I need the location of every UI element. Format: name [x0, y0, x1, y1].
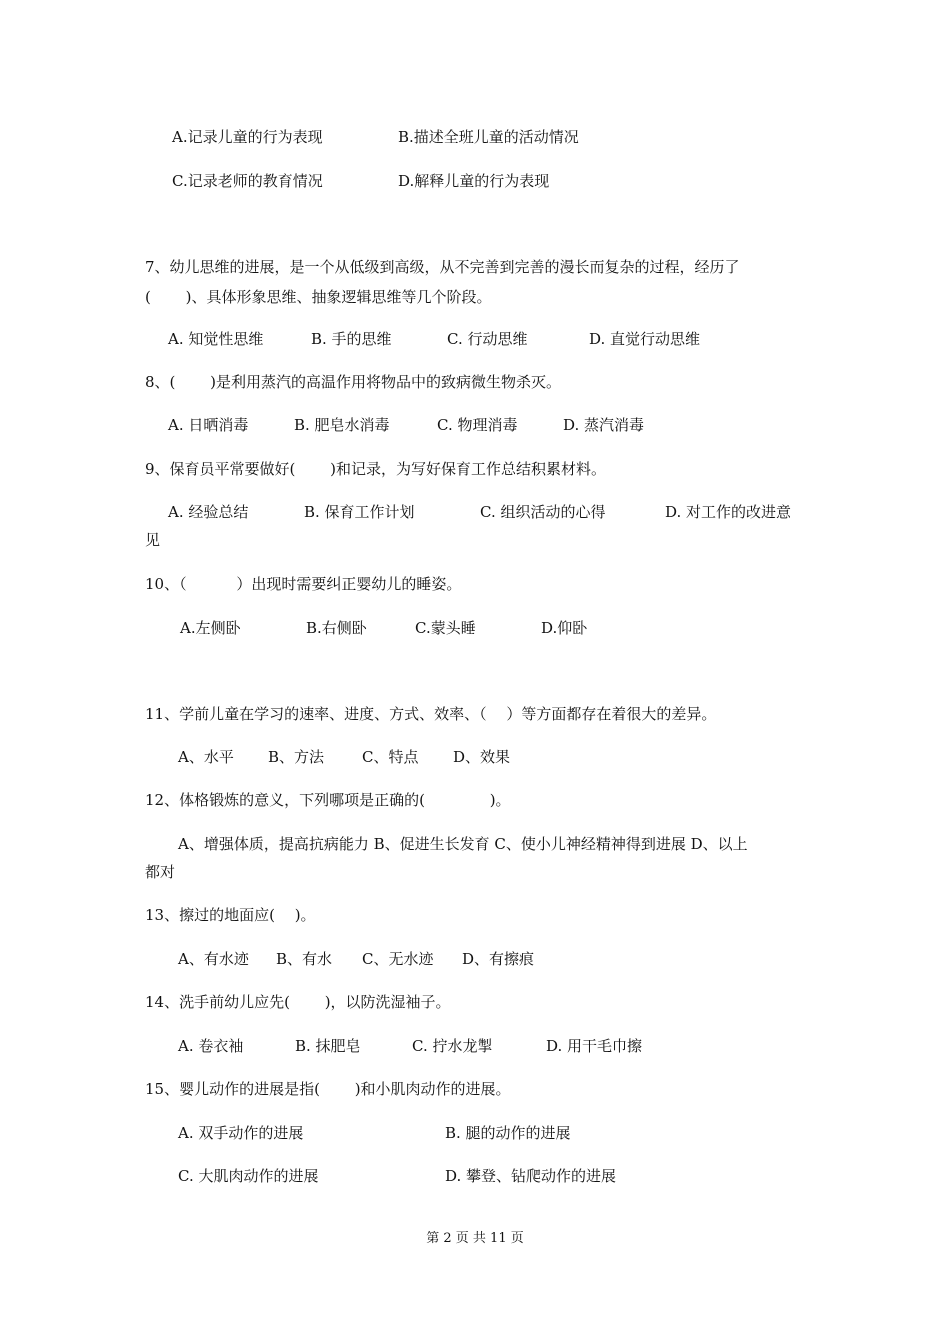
q14-option-d: D. 用干毛巾擦	[546, 1037, 643, 1055]
q10-option-d: D.仰卧	[541, 619, 588, 637]
q14-option-a: A. 卷衣袖	[178, 1037, 244, 1055]
q7-stem-line1: 7、幼儿思维的进展，是一个从低级到高级，从不完善到完善的漫长而复杂的过程，经历了	[145, 258, 740, 276]
q11-option-a: A、水平	[178, 748, 234, 766]
q10-option-b: B.右侧卧	[306, 619, 367, 637]
q12-options-line2: 都对	[145, 863, 176, 881]
q10-option-c: C.蒙头睡	[415, 619, 476, 637]
q9-option-d: D. 对工作的改进意	[665, 503, 792, 521]
page-number-footer: 第 2 页 共 11 页	[426, 1231, 524, 1246]
q11-option-d: D、效果	[453, 748, 511, 766]
q13-option-b: B、有水	[276, 950, 333, 968]
q13-option-c: C、无水迹	[362, 950, 434, 968]
q7-option-c: C. 行动思维	[447, 330, 528, 348]
q8-option-c: C. 物理消毒	[437, 416, 518, 434]
q9-option-c: C. 组织活动的心得	[480, 503, 606, 521]
q8-option-d: D. 蒸汽消毒	[563, 416, 645, 434]
q15-stem: 15、婴儿动作的进展是指( )和小肌肉动作的进展。	[145, 1080, 511, 1098]
q10-stem: 10、（ ）出现时需要纠正婴幼儿的睡姿。	[145, 575, 462, 593]
q11-option-c: C、特点	[362, 748, 419, 766]
q8-option-a: A. 日晒消毒	[168, 416, 249, 434]
q12-options-line1: A、增强体质，提高抗病能力 B、促进生长发育 C、使小儿神经精神得到进展 D、以上	[178, 835, 748, 853]
q6-option-b: B.描述全班儿童的活动情况	[398, 128, 579, 146]
q6-option-a: A.记录儿童的行为表现	[172, 128, 323, 146]
q11-option-b: B、方法	[268, 748, 325, 766]
q7-option-a: A. 知觉性思维	[168, 330, 264, 348]
q15-option-c: C. 大肌肉动作的进展	[178, 1167, 319, 1185]
q9-option-a: A. 经验总结	[168, 503, 249, 521]
q9-option-b: B. 保育工作计划	[304, 503, 415, 521]
q6-option-c: C.记录老师的教育情况	[172, 172, 323, 190]
q6-option-d: D.解释儿童的行为表现	[398, 172, 550, 190]
q9-stem: 9、保育员平常要做好( )和记录，为写好保育工作总结积累材料。	[145, 460, 607, 478]
q15-option-a: A. 双手动作的进展	[178, 1124, 304, 1142]
q7-stem-line2: ( )、具体形象思维、抽象逻辑思维等几个阶段。	[145, 288, 492, 306]
q14-option-b: B. 抹肥皂	[295, 1037, 361, 1055]
q8-stem: 8、( )是利用蒸汽的高温作用将物品中的致病微生物杀灭。	[145, 373, 562, 391]
q13-stem: 13、擦过的地面应( )。	[145, 906, 316, 924]
q15-option-d: D. 攀登、钻爬动作的进展	[445, 1167, 617, 1185]
q13-option-a: A、有水迹	[178, 950, 249, 968]
q9-option-d-wrap: 见	[145, 531, 161, 549]
q15-option-b: B. 腿的动作的进展	[445, 1124, 571, 1142]
q8-option-b: B. 肥皂水消毒	[294, 416, 390, 434]
q11-stem: 11、学前儿童在学习的速率、进度、方式、效率、（ ）等方面都存在着很大的差异。	[145, 705, 717, 723]
q14-option-c: C. 拧水龙掣	[412, 1037, 493, 1055]
q12-stem: 12、体格锻炼的意义，下列哪项是正确的( )。	[145, 791, 511, 809]
q7-option-d: D. 直觉行动思维	[589, 330, 701, 348]
q13-option-d: D、有擦痕	[462, 950, 535, 968]
q7-option-b: B. 手的思维	[311, 330, 392, 348]
q14-stem: 14、洗手前幼儿应先( )，以防洗湿袖子。	[145, 993, 451, 1011]
q10-option-a: A.左侧卧	[180, 619, 241, 637]
